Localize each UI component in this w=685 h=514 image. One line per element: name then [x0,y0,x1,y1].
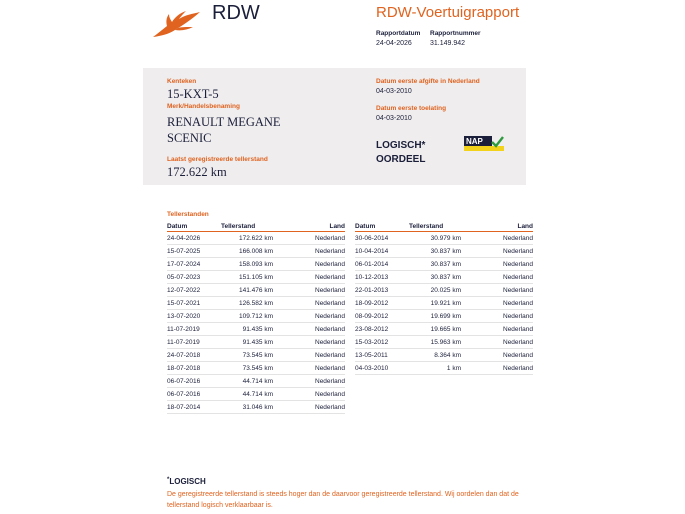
table-row [355,258,533,271]
row-date: 15-07-2025 [167,245,221,258]
table-row [355,323,533,336]
row-date: 06-07-2016 [167,388,221,401]
row-country: Nederland [461,284,533,297]
row-country: Nederland [273,258,345,271]
row-date: 15-03-2012 [355,336,409,349]
row-country: Nederland [273,271,345,284]
row-odometer: 8.364 km [409,349,461,362]
row-date: 11-07-2019 [167,336,221,349]
report-number-label: Rapportnummer [430,30,481,37]
row-date: 23-08-2012 [355,323,409,336]
row-date: 18-07-2018 [167,362,221,375]
col-header-country: Land [461,222,533,232]
row-odometer: 109.712 km [221,310,273,323]
row-date: 18-09-2012 [355,297,409,310]
table-row [167,232,345,245]
row-date: 12-07-2022 [167,284,221,297]
row-odometer: 172.622 km [221,232,273,245]
row-date: 13-05-2011 [355,349,409,362]
table-row [355,284,533,297]
table-row [167,297,345,310]
odometer-label: Laatst geregistreerde tellerstand [167,156,268,163]
first-admission-label: Datum eerste toelating [376,105,447,112]
odometer-table-left [167,222,345,414]
col-header-date: Datum [167,222,221,232]
row-odometer: 91.435 km [221,336,273,349]
row-date: 24-07-2018 [167,349,221,362]
report-number: 31.149.942 [430,40,466,47]
table-row [167,245,345,258]
col-header-date: Datum [355,222,409,232]
make-label: Merk/Handelsbenaming [167,103,240,110]
row-odometer: 158.093 km [221,258,273,271]
table-row [167,388,345,401]
row-country: Nederland [273,336,345,349]
report-date-label: Rapportdatum [376,30,421,37]
table-row [167,375,345,388]
table-row [167,362,345,375]
row-odometer: 44.714 km [221,375,273,388]
plate-label: Kenteken [167,78,197,85]
row-country: Nederland [273,349,345,362]
row-country: Nederland [461,310,533,323]
verdict-line1: LOGISCH* [376,140,426,151]
row-date: 22-01-2013 [355,284,409,297]
row-country: Nederland [273,323,345,336]
row-odometer: 44.714 km [221,388,273,401]
first-admission-value: 04-03-2010 [376,115,412,122]
table-row [355,232,533,245]
col-header-odometer: Tellerstand [221,222,273,232]
row-date: 15-07-2021 [167,297,221,310]
row-odometer: 19.699 km [409,310,461,323]
row-date: 11-07-2019 [167,323,221,336]
row-country: Nederland [273,297,345,310]
odometer-value: 172.622 km [167,165,227,179]
row-odometer: 166.008 km [221,245,273,258]
row-odometer: 73.545 km [221,362,273,375]
brand-name: RDW [212,2,260,24]
table-row [167,323,345,336]
row-odometer: 31.046 km [221,401,273,414]
row-date: 24-04-2026 [167,232,221,245]
row-country: Nederland [461,362,533,375]
odometer-table-title: Tellerstanden [167,211,209,218]
table-row [355,310,533,323]
row-odometer: 30.837 km [409,258,461,271]
nap-logo-text: NAP [466,137,483,147]
rdw-logo-icon [151,10,203,40]
first-nl-label: Datum eerste afgifte in Nederland [376,78,480,85]
row-date: 05-07-2023 [167,271,221,284]
table-row [167,284,345,297]
row-odometer: 19.921 km [409,297,461,310]
first-nl-value: 04-03-2010 [376,88,412,95]
col-header-odometer: Tellerstand [409,222,461,232]
row-odometer: 20.025 km [409,284,461,297]
row-country: Nederland [461,232,533,245]
table-row [355,349,533,362]
verdict-line2: OORDEEL [376,154,426,165]
row-country: Nederland [273,284,345,297]
table-row [167,349,345,362]
plate-value: 15-KXT-5 [167,87,219,101]
row-date: 06-07-2016 [167,375,221,388]
row-country: Nederland [273,401,345,414]
report-title: RDW-Voertuigrapport [376,4,520,21]
row-odometer: 141.476 km [221,284,273,297]
row-country: Nederland [273,232,345,245]
row-odometer: 91.435 km [221,323,273,336]
make-value-line2: SCENIC [167,131,212,145]
row-country: Nederland [273,245,345,258]
row-odometer: 30.979 km [409,232,461,245]
row-date: 30-06-2014 [355,232,409,245]
row-odometer: 1 km [409,362,461,375]
table-row [167,401,345,414]
odometer-table-right [355,222,533,375]
row-country: Nederland [461,349,533,362]
row-odometer: 19.665 km [409,323,461,336]
row-country: Nederland [273,362,345,375]
row-odometer: 73.545 km [221,349,273,362]
nap-logo-icon [464,136,504,152]
row-date: 04-03-2010 [355,362,409,375]
row-country: Nederland [461,297,533,310]
col-header-country: Land [273,222,345,232]
row-date: 10-04-2014 [355,245,409,258]
table-row [167,258,345,271]
row-country: Nederland [461,336,533,349]
row-country: Nederland [461,245,533,258]
row-date: 06-01-2014 [355,258,409,271]
row-country: Nederland [461,323,533,336]
row-date: 10-12-2013 [355,271,409,284]
row-odometer: 30.837 km [409,271,461,284]
table-row [355,271,533,284]
row-country: Nederland [461,258,533,271]
row-date: 18-07-2014 [167,401,221,414]
make-value-line1: RENAULT MEGANE [167,115,281,129]
row-country: Nederland [461,271,533,284]
table-row [167,271,345,284]
row-country: Nederland [273,310,345,323]
row-date: 17-07-2024 [167,258,221,271]
row-odometer: 15.963 km [409,336,461,349]
table-row [167,310,345,323]
footer-title: *LOGISCH [167,477,206,486]
row-country: Nederland [273,388,345,401]
row-odometer: 30.837 km [409,245,461,258]
footer-title-text: LOGISCH [169,477,206,486]
footer-explanation: De geregistreerde tellerstand is steeds hoger dan de daarvoor geregistreerde tellerstand. Wij oordelen dan dat de tellerstand logisch verklaarbaar is. [167,491,519,509]
report-date: 24-04-2026 [376,40,412,47]
table-row [355,336,533,349]
table-row [355,362,533,375]
row-country: Nederland [273,375,345,388]
table-row [355,245,533,258]
row-date: 08-09-2012 [355,310,409,323]
row-date: 13-07-2020 [167,310,221,323]
table-row [167,336,345,349]
row-odometer: 151.105 km [221,271,273,284]
table-row [355,297,533,310]
row-odometer: 126.582 km [221,297,273,310]
